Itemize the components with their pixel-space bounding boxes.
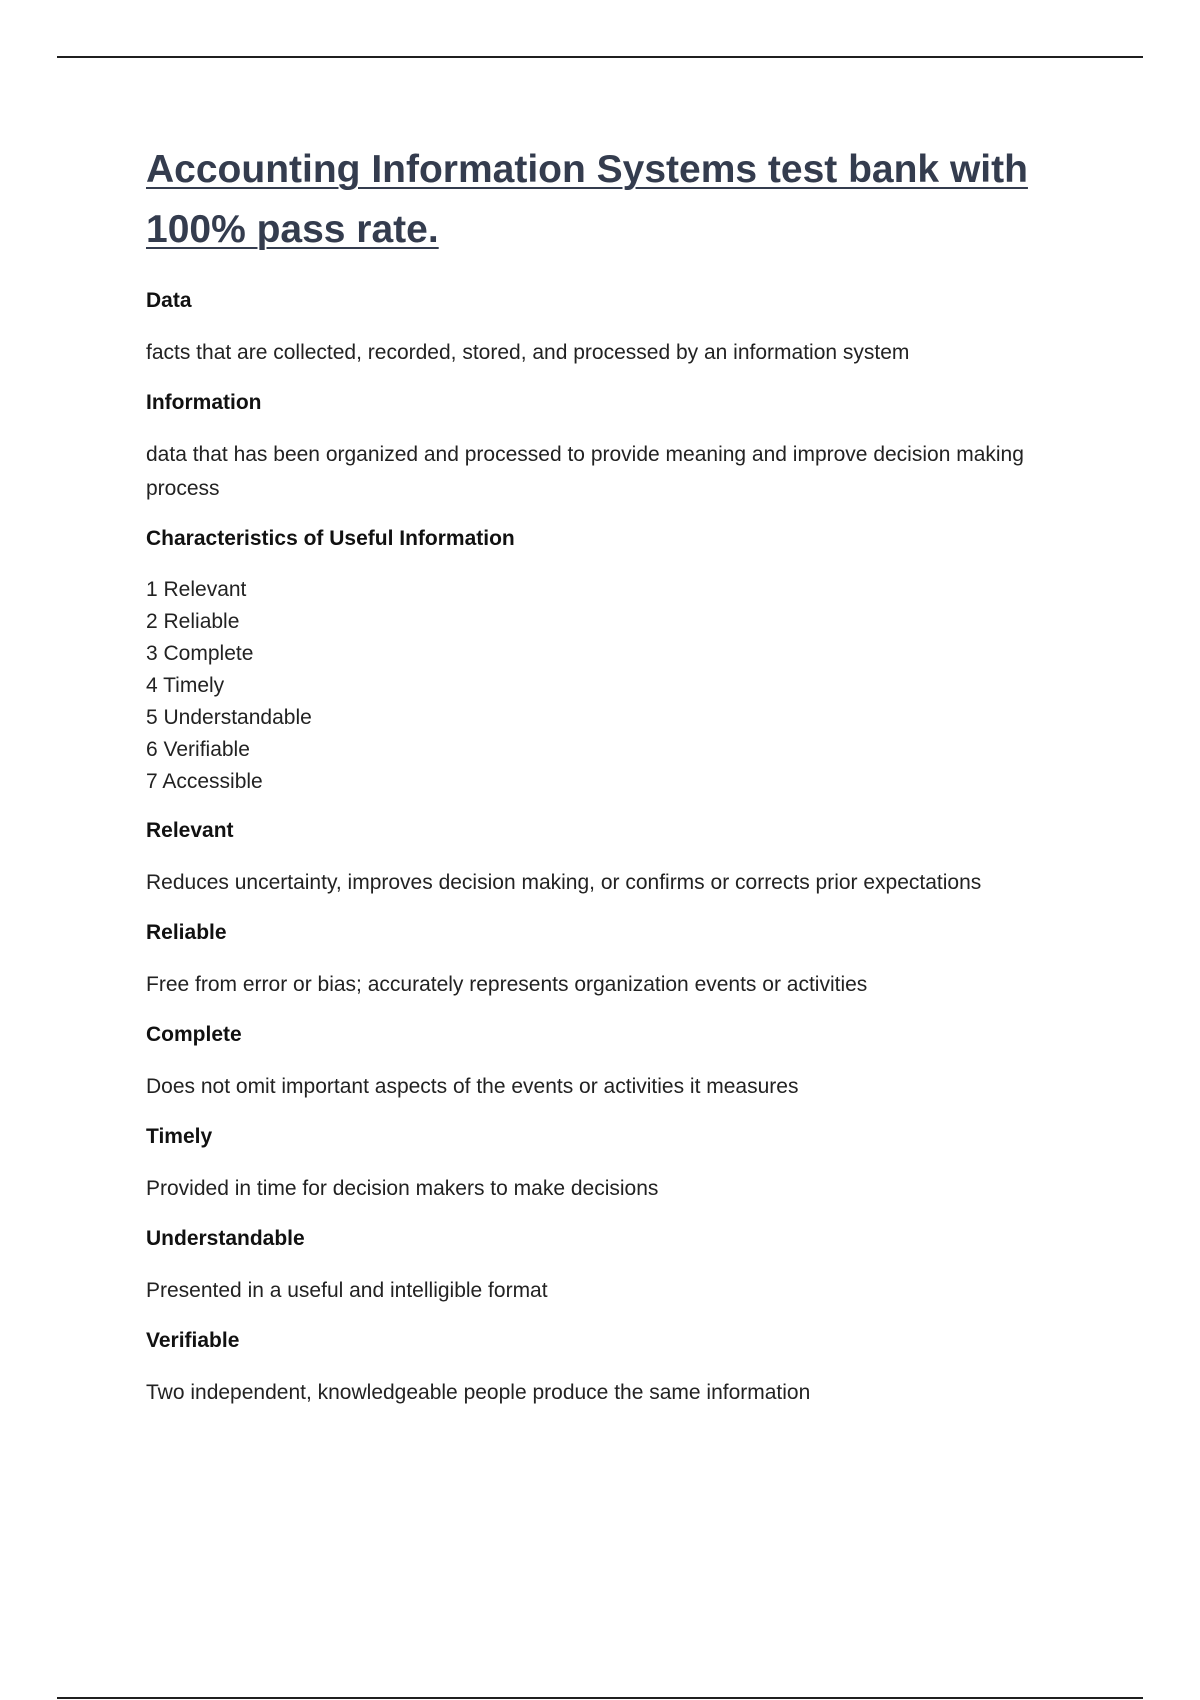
definition-timely: Provided in time for decision makers to make decisions (146, 1177, 659, 1200)
term-reliable: Reliable (146, 921, 227, 944)
term-timely: Timely (146, 1125, 213, 1148)
term-complete: Complete (146, 1023, 242, 1046)
list-item: 6 Verifiable (146, 738, 250, 761)
term-relevant: Relevant (146, 819, 234, 842)
term-characteristics: Characteristics of Useful Information (146, 527, 515, 550)
definition-verifiable: Two independent, knowledgeable people produce the same information (146, 1381, 811, 1404)
list-item: 5 Understandable (146, 706, 312, 729)
term-verifiable: Verifiable (146, 1329, 240, 1352)
definition-data: facts that are collected, recorded, stored, and processed by an information system (146, 341, 910, 364)
document-body (146, 140, 1076, 1428)
footer-rule (57, 1697, 1143, 1699)
header-rule (57, 56, 1143, 58)
term-information: Information (146, 391, 262, 414)
characteristics-list (146, 574, 1076, 798)
document-title: Accounting Information Systems test bank with 100% pass rate. (146, 148, 1028, 251)
list-item: 7 Accessible (146, 770, 263, 793)
list-item: 4 Timely (146, 674, 225, 697)
definition-information: data that has been organized and processed to provide meaning and improve decision making process (146, 443, 1024, 500)
list-item: 2 Reliable (146, 610, 240, 633)
term-understandable: Understandable (146, 1227, 305, 1250)
list-item: 3 Complete (146, 642, 254, 665)
definition-complete: Does not omit important aspects of the events or activities it measures (146, 1075, 799, 1098)
definition-relevant: Reduces uncertainty, improves decision making, or confirms or corrects prior expectations (146, 871, 982, 894)
list-item: 1 Relevant (146, 578, 247, 601)
definition-understandable: Presented in a useful and intelligible format (146, 1279, 548, 1302)
term-data: Data (146, 289, 192, 312)
definition-reliable: Free from error or bias; accurately represents organization events or activities (146, 973, 868, 996)
